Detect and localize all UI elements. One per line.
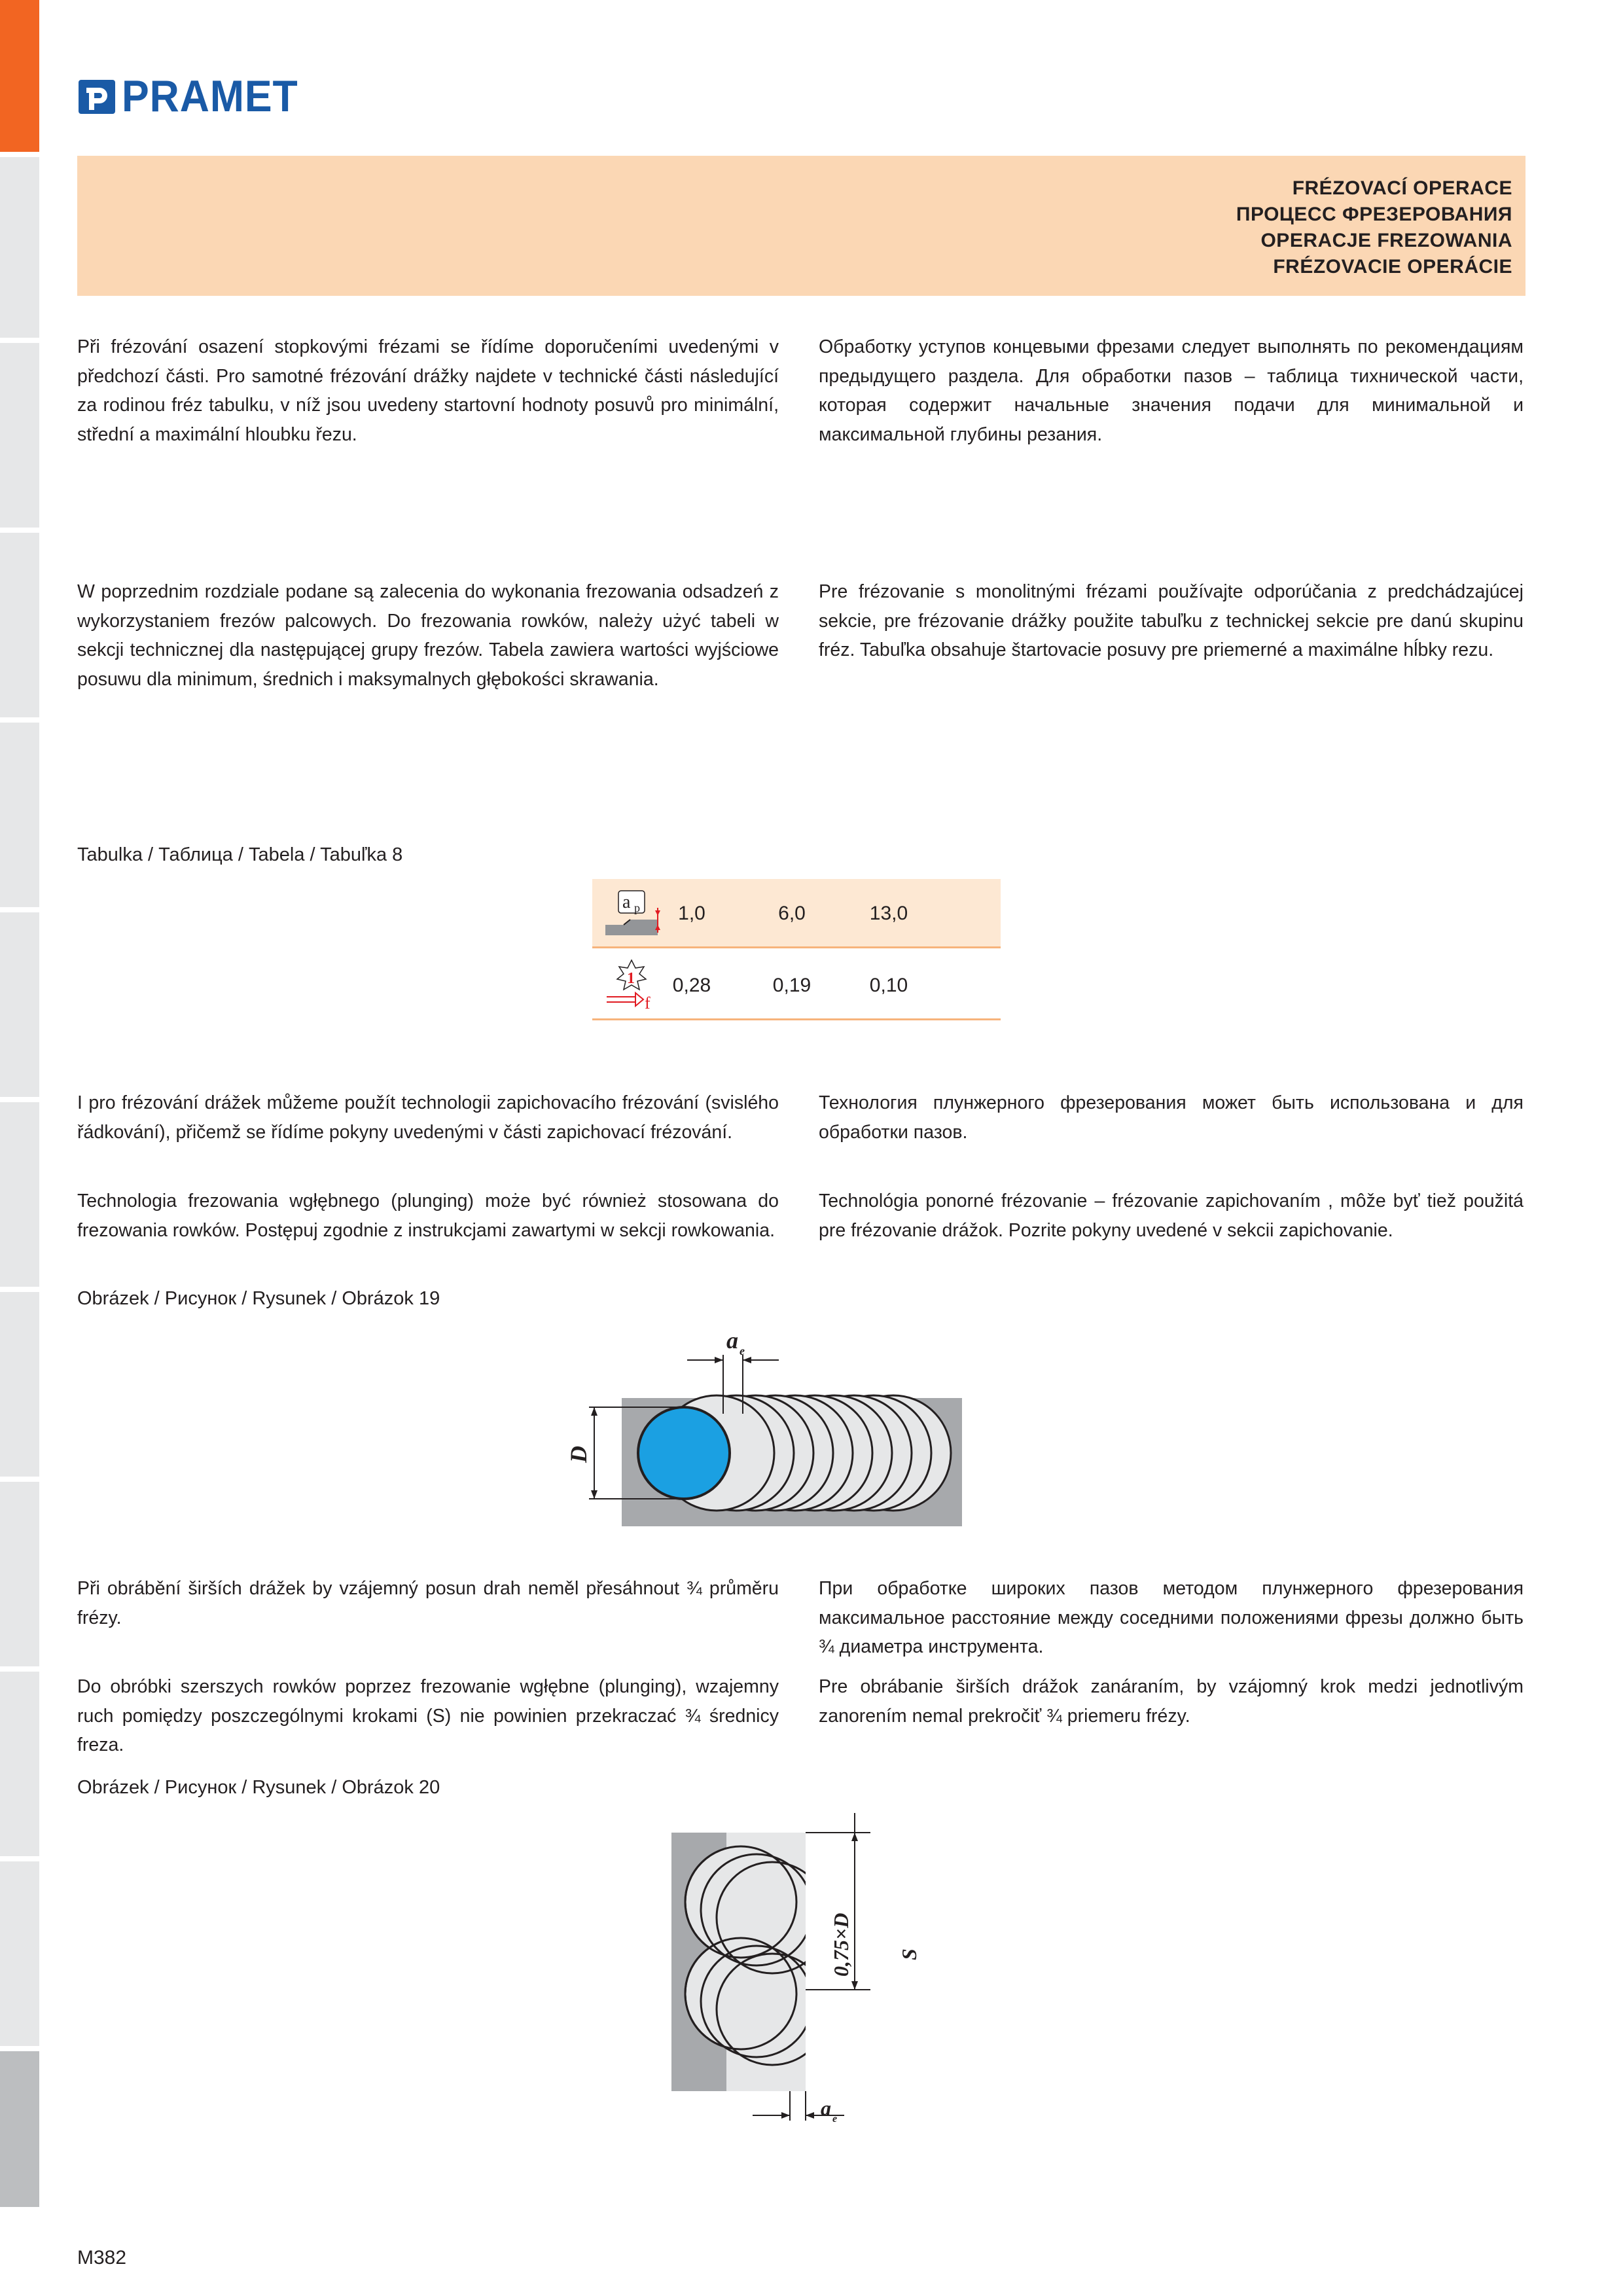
section-tab[interactable] [0, 1672, 39, 1859]
section-tab[interactable] [0, 1482, 39, 1669]
table-row [592, 879, 1001, 948]
header-title-sk: FRÉZOVACIE OPERÁCIE [1273, 256, 1512, 278]
feed-table [592, 879, 1001, 1023]
table-cell: 0,28 [672, 975, 711, 996]
paragraph-pl: W poprzednim rozdziale podane są zalecenia do wykonania frezowania odsadzeń z wykorzystaniem frezów palcowych. Do frezowania rowków, należy użyć tabeli w sekcji technicznej dla następującej grupy frezów. Tabela zawiera wartości wyjściowe posuwu dla minimum, średnich i maksymalnych głębokości skrawania. [77, 581, 779, 690]
section-tab[interactable] [0, 157, 39, 340]
header-title-cz: FRÉZOVACÍ OPERACE [1292, 177, 1512, 199]
paragraph-ru: Обработку уступов концевыми фрезами следует выполнять по рекомендациям предыдущего раздела. Для обработки пазов – таблица тихнической части, которая содержит начальные значения подачи для минимальной и максимальной глубины резания. [819, 336, 1524, 445]
header-title-pl: OPERACJE FREZOWANIA [1260, 230, 1512, 251]
page-number: M382 [77, 2247, 127, 2269]
paragraph-pl: Technologia frezowania wgłębnego (plunging) może być również stosowana do frezowania rowków. Postępuj zgodnie z instrukcjami zawartymi w sekcji rowkowania. [77, 1191, 779, 1241]
ae-sub: e [832, 2113, 838, 2125]
figure-caption: Obrázek / Рисунок / Rysunek / Obrázok 19 [77, 1288, 440, 1309]
paragraph-pl: Do obróbki szerszych rowków poprzez frezowanie wgłębne (plunging), wzajemny ruch pomiędzy poszczególnymi krokami (S) nie powinien przekraczać ¾ średnicy freza. [77, 1676, 779, 1755]
paragraph-cz: Při obrábění širších drážek by vzájemný posun drah neměl přesáhnout ¾ průměru frézy. [77, 1578, 779, 1628]
ae-label: a [821, 2096, 831, 2120]
feed-icon-label: f [645, 994, 651, 1013]
table-cell: 0,10 [869, 975, 908, 996]
pramet-logo-mark-icon [77, 76, 118, 117]
header-title-ru: ПРОЦЕСС ФРЕЗЕРОВАНИЯ [1236, 204, 1512, 225]
figure-caption: Obrázek / Рисунок / Rysunek / Obrázok 20 [77, 1777, 440, 1798]
paragraph-sk: Technológia ponorné frézovanie – frézovanie zapichovaním , môže byť tiež použitá pre frézovanie drážok. Pozrite pokyny uvedené v sekcii zapichovanie. [819, 1191, 1524, 1241]
section-tab[interactable] [0, 343, 39, 530]
figure-20-plunge-step [654, 1813, 955, 2140]
table-caption: Tabulka / Таблица / Tabela / Tabuľka 8 [77, 844, 403, 865]
table-cell: 13,0 [869, 903, 908, 924]
section-tab[interactable] [0, 1102, 39, 1289]
figure-19-plunge-slot [563, 1316, 995, 1538]
table-cell: 1,0 [678, 903, 705, 924]
paragraph-cz: I pro frézování drážek můžeme použít technologii zapichovacího frézování (svislého řádkování), přičemž se řídíme pokyny uvedenými v části zapichovací frézování. [77, 1092, 779, 1143]
paragraph-sk: Pre obrábanie širších drážok zanáraním, by vzájomný krok medzi jednotlivým zanorením nemal prekročiť ¾ priemeru frézy. [819, 1676, 1524, 1727]
section-tab[interactable] [0, 912, 39, 1100]
step-s-label: S [897, 1948, 921, 1960]
ap-sub: p [634, 901, 640, 914]
pramet-logo [77, 73, 313, 119]
ae-sub: e [740, 1344, 745, 1357]
table-cell: 6,0 [778, 903, 806, 924]
section-tab[interactable] [0, 533, 39, 720]
paragraph-ru: Технология плунжерного фрезерования может быть использована и для обработки пазов. [819, 1092, 1524, 1143]
diameter-label: D [565, 1446, 592, 1463]
brand-name: PRAMET [122, 71, 298, 121]
table-cell: 0,19 [772, 975, 812, 996]
paragraph-cz: Při frézování osazení stopkovými frézami se řídíme doporučeními uvedenými v předchozí části. Pro samotné frézování drážky najdete v technické části následující za rodinou fréz tabulku, v níž jsou uvedeny startovní hodnoty posuvů pro minimální, střední a maximální hloubku řezu. [77, 336, 779, 445]
section-tab[interactable] [0, 1861, 39, 2049]
header-banner [77, 156, 1525, 296]
feed-icon-number: 1 [627, 970, 635, 987]
section-tab-active[interactable] [0, 0, 39, 154]
section-tab[interactable] [0, 723, 39, 910]
ae-label: a [726, 1327, 738, 1354]
step-075d-label: 0,75×D [829, 1912, 853, 1977]
paragraph-sk: Pre frézovanie s monolitnými frézami používajte odporúčania z predchádzajúcej sekcie, pre frézovanie drážky použite tabuľku z technickej sekcie pre danú skupinu fréz. Tabuľka obsahuje štartovacie posuvy pre priemerné a maximálne hĺbky rezu. [819, 581, 1524, 660]
ap-label: a [622, 892, 631, 912]
section-tab-strip [0, 0, 39, 2296]
section-tab[interactable] [0, 2051, 39, 2210]
section-tab[interactable] [0, 1292, 39, 1479]
table-row [592, 951, 1001, 1020]
paragraph-ru: При обработке широких пазов методом плунжерного фрезерования максимальное расстояние между соседними положениями фрезы должно быть ¾ диаметра инструмента. [819, 1578, 1524, 1657]
